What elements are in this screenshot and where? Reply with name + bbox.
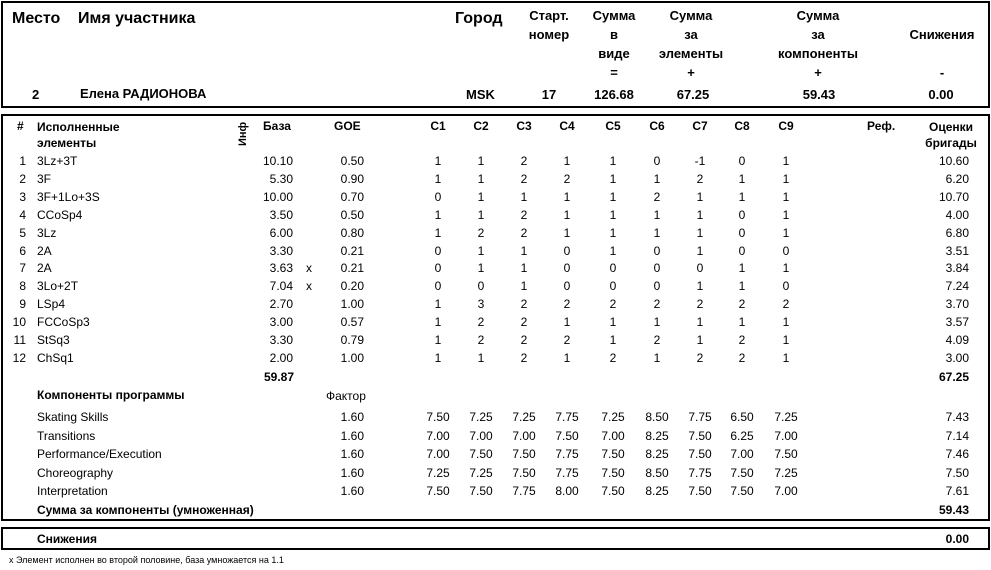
- element-judge-score: 1: [653, 171, 661, 186]
- element-judge-score: 1: [520, 189, 528, 204]
- element-panel-score: 6.20: [945, 171, 969, 186]
- component-judge-score: 7.25: [512, 410, 536, 424]
- element-judge-score: -1: [694, 154, 706, 168]
- element-judge-score: 2: [738, 333, 746, 347]
- element-num: 6: [19, 243, 26, 258]
- element-num: 9: [19, 297, 26, 312]
- element-judge-score: 2: [520, 207, 528, 222]
- element-judge-score: 1: [782, 350, 790, 365]
- element-judge-score: 1: [696, 315, 704, 330]
- element-goe: 0.80: [340, 225, 364, 240]
- col-num: #: [17, 119, 24, 133]
- skater-start: 17: [541, 87, 557, 102]
- element-judge-score: 1: [609, 333, 617, 347]
- element-goe: 0.50: [340, 207, 364, 222]
- element-judge-score: 2: [520, 297, 528, 312]
- element-judge-score: 1: [696, 279, 704, 294]
- element-num: 4: [19, 207, 26, 222]
- component-judge-score: 7.50: [730, 465, 754, 480]
- component-factor: 1.60: [340, 484, 364, 499]
- element-num: 5: [19, 225, 26, 240]
- element-code: 2A: [37, 261, 52, 276]
- col-base: База: [263, 119, 291, 133]
- element-judge-score: 1: [520, 261, 528, 276]
- component-judge-score: 8.25: [645, 484, 669, 499]
- element-code: 3Lz+3T: [37, 154, 78, 168]
- element-base: 3.30: [269, 243, 293, 258]
- component-judge-score: 7.00: [512, 428, 536, 443]
- component-judge-score: 6.25: [730, 428, 754, 443]
- element-judge-score: 2: [696, 297, 704, 312]
- element-code: FCCoSp3: [37, 315, 90, 330]
- element-judge-score: 1: [563, 189, 571, 204]
- element-judge-score: 0: [653, 154, 661, 168]
- element-judge-score: 1: [477, 171, 485, 186]
- element-base: 3.30: [269, 333, 293, 347]
- components-total-label: Сумма за компоненты (умноженная): [37, 503, 254, 517]
- element-num: 7: [19, 261, 26, 276]
- element-code: 3F: [37, 171, 52, 186]
- element-judge-score: 0: [653, 279, 661, 294]
- component-judge-score: 7.00: [601, 428, 625, 443]
- col-executed: Исполненные элементы: [37, 120, 120, 150]
- element-judge-score: 1: [563, 350, 571, 365]
- element-judge-score: 2: [696, 171, 704, 186]
- element-base: 3.00: [269, 315, 293, 330]
- element-goe: 1.00: [340, 297, 364, 312]
- element-judge-score: 0: [434, 243, 442, 258]
- element-judge-score: 1: [782, 315, 790, 330]
- header-city: Город: [455, 10, 503, 27]
- element-judge-score: 1: [609, 171, 617, 186]
- element-panel-score: 3.70: [945, 297, 969, 312]
- element-panel-score: 6.80: [945, 225, 969, 240]
- element-judge-score: 0: [738, 243, 746, 258]
- col-judge-7: C7: [692, 119, 708, 133]
- component-judge-score: 8.50: [645, 410, 669, 424]
- component-judge-score: 7.75: [555, 447, 579, 462]
- element-judge-score: 2: [738, 350, 746, 365]
- component-judge-score: 7.50: [601, 447, 625, 462]
- element-judge-score: 2: [653, 333, 661, 347]
- element-base: 3.50: [269, 207, 293, 222]
- component-judge-score: 7.50: [469, 447, 493, 462]
- element-judge-score: 1: [738, 315, 746, 330]
- component-judge-score: 7.00: [469, 428, 493, 443]
- element-judge-score: 1: [563, 315, 571, 330]
- element-judge-score: 0: [782, 243, 790, 258]
- element-judge-score: 2: [609, 297, 617, 312]
- element-judge-score: 2: [563, 297, 571, 312]
- component-judge-score: 7.50: [555, 428, 579, 443]
- component-judge-score: 7.50: [601, 465, 625, 480]
- component-judge-score: 7.00: [426, 428, 450, 443]
- component-judge-score: 7.00: [774, 484, 798, 499]
- deductions-label: Снижения: [37, 532, 97, 546]
- element-panel-score: 10.70: [938, 189, 969, 204]
- element-judge-score: 1: [434, 297, 442, 312]
- element-judge-score: 1: [520, 279, 528, 294]
- component-score: 7.43: [945, 410, 969, 424]
- component-judge-score: 7.50: [469, 484, 493, 499]
- col-judge-3: C3: [516, 119, 532, 133]
- element-judge-score: 1: [477, 243, 485, 258]
- component-factor: 1.60: [340, 428, 364, 443]
- element-goe: 0.21: [340, 243, 364, 258]
- header-total: Сумма в виде =: [592, 8, 636, 80]
- element-judge-score: 1: [477, 207, 485, 222]
- element-judge-score: 1: [563, 207, 571, 222]
- component-judge-score: 7.00: [426, 447, 450, 462]
- deductions-value: 0.00: [945, 532, 969, 546]
- element-judge-score: 1: [738, 261, 746, 276]
- component-judge-score: 8.00: [555, 484, 579, 499]
- element-judge-score: 1: [738, 171, 746, 186]
- element-judge-score: 2: [520, 154, 528, 168]
- element-judge-score: 1: [434, 333, 442, 347]
- component-score: 7.61: [945, 484, 969, 499]
- component-judge-score: 7.50: [688, 428, 712, 443]
- element-judge-score: 1: [477, 261, 485, 276]
- element-goe: 0.21: [340, 261, 364, 276]
- element-judge-score: 1: [434, 350, 442, 365]
- element-panel-score: 10.60: [938, 154, 969, 168]
- element-judge-score: 1: [609, 189, 617, 204]
- element-judge-score: 2: [782, 297, 790, 312]
- component-judge-score: 7.00: [774, 428, 798, 443]
- element-num: 1: [19, 154, 26, 168]
- element-judge-score: 2: [477, 333, 485, 347]
- element-code: StSq3: [37, 333, 70, 347]
- component-judge-score: 8.25: [645, 447, 669, 462]
- element-code: 2A: [37, 243, 52, 258]
- element-judge-score: 0: [477, 279, 485, 294]
- component-judge-score: 7.50: [688, 484, 712, 499]
- element-judge-score: 2: [696, 350, 704, 365]
- element-judge-score: 2: [563, 171, 571, 186]
- component-judge-score: 7.50: [774, 447, 798, 462]
- element-judge-score: 2: [520, 315, 528, 330]
- component-judge-score: 8.50: [645, 465, 669, 480]
- element-judge-score: 1: [653, 315, 661, 330]
- element-judge-score: 1: [609, 225, 617, 240]
- components-total: 59.43: [938, 503, 969, 517]
- element-panel-score: 4.09: [945, 333, 969, 347]
- element-code: CCoSp4: [37, 207, 83, 222]
- element-judge-score: 0: [696, 261, 704, 276]
- component-judge-score: 7.75: [688, 410, 712, 424]
- base-total: 59.87: [263, 370, 294, 384]
- element-goe: 0.79: [340, 333, 364, 347]
- component-judge-score: 7.50: [426, 484, 450, 499]
- component-score: 7.46: [945, 447, 969, 462]
- element-panel-score: 3.84: [945, 261, 969, 276]
- element-num: 3: [19, 189, 26, 204]
- skater-elements: 67.25: [676, 87, 710, 102]
- element-judge-score: 2: [653, 189, 661, 204]
- element-code: 3Lz: [37, 225, 57, 240]
- component-judge-score: 7.50: [426, 410, 450, 424]
- element-panel-score: 3.57: [945, 315, 969, 330]
- element-num: 8: [19, 279, 26, 294]
- element-judge-score: 1: [696, 333, 704, 347]
- element-num: 11: [13, 333, 26, 347]
- factor-header: Фактор: [326, 389, 366, 403]
- element-judge-score: 1: [738, 279, 746, 294]
- element-judge-score: 0: [653, 243, 661, 258]
- component-judge-score: 7.25: [469, 410, 493, 424]
- element-judge-score: 0: [434, 279, 442, 294]
- element-info: x: [306, 261, 312, 276]
- element-judge-score: 1: [696, 189, 704, 204]
- element-base: 7.04: [269, 279, 293, 294]
- element-judge-score: 2: [477, 315, 485, 330]
- element-judge-score: 0: [609, 279, 617, 294]
- component-judge-score: 7.50: [512, 465, 536, 480]
- component-name: Skating Skills: [37, 410, 109, 424]
- element-judge-score: 0: [434, 189, 442, 204]
- component-factor: 1.60: [340, 410, 364, 424]
- element-code: LSp4: [37, 297, 66, 312]
- element-panel-score: 4.00: [945, 207, 969, 222]
- element-judge-score: 1: [520, 243, 528, 258]
- header-place: Место: [12, 10, 61, 27]
- component-judge-score: 7.25: [601, 410, 625, 424]
- element-judge-score: 1: [609, 207, 617, 222]
- element-judge-score: 0: [738, 225, 746, 240]
- skater-place: 2: [32, 87, 40, 102]
- element-base: 3.63: [269, 261, 293, 276]
- element-judge-score: 1: [434, 154, 442, 168]
- header-name: Имя участника: [78, 10, 196, 27]
- element-judge-score: 1: [782, 154, 790, 168]
- component-score: 7.50: [945, 465, 969, 480]
- element-panel-score: 3.00: [945, 350, 969, 365]
- component-judge-score: 8.25: [645, 428, 669, 443]
- component-name: Interpretation: [37, 484, 108, 499]
- element-judge-score: 1: [782, 171, 790, 186]
- component-judge-score: 7.75: [555, 465, 579, 480]
- component-name: Performance/Execution: [37, 447, 162, 462]
- col-panel: Оценки бригады: [925, 120, 977, 150]
- element-code: 3Lo+2T: [37, 279, 79, 294]
- element-judge-score: 1: [563, 225, 571, 240]
- component-judge-score: 7.75: [512, 484, 536, 499]
- col-info: Инф: [237, 121, 249, 146]
- element-judge-score: 1: [477, 350, 485, 365]
- element-judge-score: 1: [696, 207, 704, 222]
- col-goe: GOE: [334, 119, 361, 133]
- element-base: 2.00: [269, 350, 293, 365]
- element-judge-score: 1: [477, 189, 485, 204]
- skater-deductions: 0.00: [928, 87, 954, 102]
- header-components: Сумма за компоненты +: [778, 8, 858, 80]
- component-judge-score: 7.75: [555, 410, 579, 424]
- component-judge-score: 7.50: [730, 484, 754, 499]
- col-judge-6: C6: [649, 119, 665, 133]
- col-judge-8: C8: [734, 119, 750, 133]
- element-code: 3F+1Lo+3S: [37, 189, 100, 204]
- element-judge-score: 1: [563, 154, 571, 168]
- element-judge-score: 0: [434, 261, 442, 276]
- element-goe: 0.57: [340, 315, 364, 330]
- element-judge-score: 1: [609, 315, 617, 330]
- component-judge-score: 7.75: [688, 465, 712, 480]
- element-judge-score: 1: [653, 225, 661, 240]
- element-judge-score: 1: [434, 171, 442, 186]
- element-judge-score: 1: [782, 189, 790, 204]
- element-judge-score: 1: [782, 261, 790, 276]
- element-judge-score: 1: [477, 154, 485, 168]
- element-base: 6.00: [269, 225, 293, 240]
- element-base: 2.70: [269, 297, 293, 312]
- component-name: Choreography: [37, 465, 114, 480]
- element-goe: 0.90: [340, 171, 364, 186]
- element-judge-score: 1: [738, 189, 746, 204]
- element-judge-score: 0: [563, 279, 571, 294]
- footnote: x Элемент исполнен во второй половине, база умножается на 1.1: [9, 555, 284, 565]
- col-judge-9: C9: [778, 119, 794, 133]
- elements-total: 67.25: [938, 370, 969, 384]
- component-judge-score: 7.25: [774, 410, 798, 424]
- element-panel-score: 3.51: [945, 243, 969, 258]
- component-judge-score: 7.00: [730, 447, 754, 462]
- element-goe: 0.20: [340, 279, 364, 294]
- skater-components: 59.43: [802, 87, 836, 102]
- component-factor: 1.60: [340, 447, 364, 462]
- header-deductions: Снижения -: [909, 27, 975, 80]
- element-judge-score: 0: [563, 243, 571, 258]
- col-judge-1: C1: [430, 119, 446, 133]
- element-judge-score: 0: [609, 261, 617, 276]
- element-base: 10.10: [262, 154, 293, 168]
- element-judge-score: 0: [653, 261, 661, 276]
- element-num: 10: [12, 315, 26, 330]
- header-elements: Сумма за элементы +: [658, 8, 724, 80]
- element-judge-score: 0: [738, 207, 746, 222]
- element-judge-score: 1: [653, 207, 661, 222]
- element-goe: 1.00: [340, 350, 364, 365]
- element-base: 10.00: [262, 189, 293, 204]
- component-judge-score: 7.50: [512, 447, 536, 462]
- element-judge-score: 0: [563, 261, 571, 276]
- element-judge-score: 1: [434, 315, 442, 330]
- col-judge-2: C2: [473, 119, 489, 133]
- element-code: ChSq1: [37, 350, 74, 365]
- component-factor: 1.60: [340, 465, 364, 480]
- element-judge-score: 1: [782, 333, 790, 347]
- element-judge-score: 1: [434, 225, 442, 240]
- col-judge-5: C5: [605, 119, 621, 133]
- element-judge-score: 2: [477, 225, 485, 240]
- header-start: Старт. номер: [528, 8, 570, 42]
- component-judge-score: 7.25: [426, 465, 450, 480]
- component-judge-score: 7.50: [688, 447, 712, 462]
- element-judge-score: 2: [520, 171, 528, 186]
- element-judge-score: 1: [609, 154, 617, 168]
- element-judge-score: 1: [609, 243, 617, 258]
- element-judge-score: 1: [696, 243, 704, 258]
- skater-city: MSK: [466, 87, 495, 102]
- element-judge-score: 2: [609, 350, 617, 365]
- element-base: 5.30: [269, 171, 293, 186]
- element-judge-score: 2: [520, 225, 528, 240]
- element-judge-score: 2: [520, 333, 528, 347]
- component-judge-score: 6.50: [730, 410, 754, 424]
- element-judge-score: 2: [563, 333, 571, 347]
- element-judge-score: 1: [782, 225, 790, 240]
- component-judge-score: 7.50: [601, 484, 625, 499]
- components-title: Компоненты программы: [37, 388, 185, 402]
- deductions-box: [1, 527, 990, 550]
- element-judge-score: 1: [434, 207, 442, 222]
- element-info: x: [306, 279, 312, 294]
- element-judge-score: 2: [520, 350, 528, 365]
- skater-total: 126.68: [594, 87, 634, 102]
- col-ref: Реф.: [867, 119, 896, 133]
- element-num: 2: [19, 171, 26, 186]
- component-name: Transitions: [37, 428, 96, 443]
- component-judge-score: 7.25: [774, 465, 798, 480]
- element-judge-score: 1: [782, 207, 790, 222]
- element-judge-score: 2: [653, 297, 661, 312]
- component-judge-score: 7.25: [469, 465, 493, 480]
- element-judge-score: 3: [477, 297, 485, 312]
- component-score: 7.14: [945, 428, 969, 443]
- element-judge-score: 0: [782, 279, 790, 294]
- element-goe: 0.50: [340, 154, 364, 168]
- element-judge-score: 1: [653, 350, 661, 365]
- element-judge-score: 2: [738, 297, 746, 312]
- col-judge-4: C4: [559, 119, 575, 133]
- skater-name: Елена РАДИОНОВА: [80, 86, 207, 101]
- element-judge-score: 0: [738, 154, 746, 168]
- element-judge-score: 1: [696, 225, 704, 240]
- element-num: 12: [12, 350, 26, 365]
- element-goe: 0.70: [340, 189, 364, 204]
- element-panel-score: 7.24: [945, 279, 969, 294]
